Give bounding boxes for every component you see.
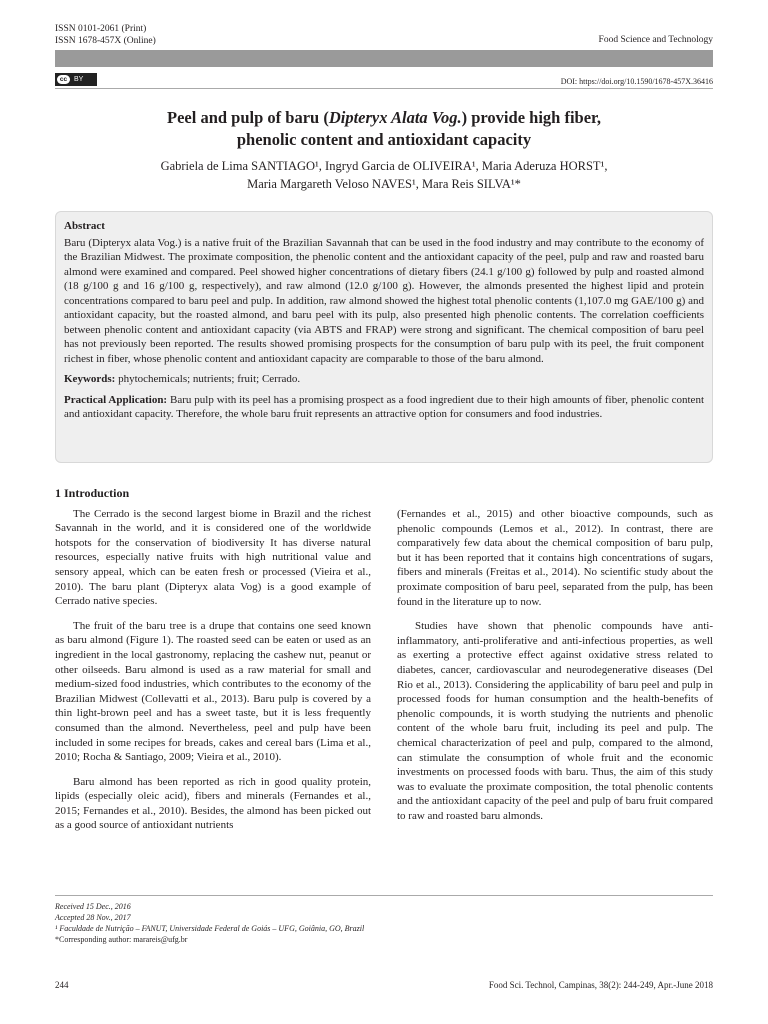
issn-print: ISSN 0101-2061 (Print) — [55, 24, 147, 34]
paragraph: (Fernandes et al., 2015) and other bioactive compounds, such as phenolic compounds (Lemos et al., 2012). In contrast, there are comparatively few data about the chemical composition of baru pulp, but it has been reported that it contains high concentrations of sugars, fibers and minerals (Freitas et al., 2014). No scientific study about the proximate composition of baru peel, separated from the pulp, has been found in the literature up to now. — [397, 508, 713, 608]
doi-link[interactable]: DOI: https://doi.org/10.1590/1678-457X.36416 — [560, 77, 713, 86]
keywords — [64, 372, 704, 387]
abstract-text: Baru (Dipteryx alata Vog.) is a native fruit of the Brazilian Savannah that can be used in the food industry and may contribute to the economy of the Brazilian Midwest. The proximate composition, the phenolic content and the antioxidant capacity of the peel, pulp and raw and roasted baru almond were examined and compared. Peel showed higher concentrations of dietary fibers (24.1 g/100 g) followed by pulp and roasted almond (18 g/100 g and 16 g/100 g, respectively), and raw almond (12.0 g/100 g). However, the almonds presented the highest lipid and protein concentrations compared to baru peel and pulp. In addition, raw almond showed the highest total phenolic contents (1,107.0 mg GAE/100 g) and antioxidant capacity, but the roasted almond, and baru peel with its pulp, also presented high phenolic contents. The correlation coefficients between phenolic content and antioxidant capacity (via ABTS and FRAP) were strong and significant. The chemical composition of baru peel has not previously been reported. The results showed promising prospects for the consumption of baru pulp with its peel, the fruit component richest in fiber, whose phenolic content and antioxidant capacity are comparable to those of the baru almond. — [64, 236, 704, 365]
practical-text: Baru pulp with its peel has a promising prospect as a food ingredient due to their high amounts of fiber, phenolic content and antioxidant capacity. Therefore, the whole baru fruit represents an attractive option for consumers and food industries. — [64, 393, 705, 420]
keywords-text: phytochemicals; nutrients; fruit; Cerrado. — [118, 373, 301, 385]
authors-line-2: Maria Margareth Veloso NAVES¹, Mara Reis SILVA¹* — [247, 177, 521, 191]
article-title — [60, 107, 708, 151]
title-species: Dipteryx Alata Vog. — [328, 108, 462, 127]
page-number: 244 — [55, 980, 69, 990]
affiliation: ¹ Faculdade de Nutrição – FANUT, Universidade Federal de Goiás – UFG, Goiânia, GO, Brazil — [55, 924, 365, 933]
title-part-2: ) provide high fiber, — [461, 108, 601, 127]
author-list — [60, 157, 708, 193]
paragraph: The Cerrado is the second largest biome in Brazil and the richest Savannah in the world, and it is considered one of the worldwide hotspots for the conservation of biodiversity It has diverse natural resources, especially native fruits with high nutritional value and sensory appeal, which can be eaten fresh or processed (Vieira et al., 2010). The baru plant (Dipteryx alata Vog) is a good example of Cerrado native species. — [55, 507, 371, 608]
title-part-1: Peel and pulp of baru ( — [167, 108, 329, 127]
paragraph: The fruit of the baru tree is a drupe that contains one seed known as baru almond (Figure 1). The roasted seed can be eaten or used as an ingredient in the local gastronomy, replacing the cashew nut, peanut or other oilseeds. Baru almond is used as a raw material for small and medium-sized food industries, which contributes to the economy of the Brazilian Midwest (Collevatti et al., 2013). Baru pulp is covered by a thin light-brown peel and has a sweet taste, but it is less frequently consumed than the almond. Nevertheless, peel and pulp have been included in some recipes for breads, cakes and cereal bars (Lima et al., 2010; Rocha & Santiago, 2009; Vieira et al., 2010). — [55, 619, 371, 764]
practical-label: Practical Application: — [64, 393, 168, 406]
abstract-box — [55, 211, 713, 463]
footnote-divider — [55, 895, 713, 896]
header-bar — [55, 50, 713, 67]
journal-citation: Food Sci. Technol, Campinas, 38(2): 244-249, Apr.-June 2018 — [488, 980, 713, 990]
abstract-heading: Abstract — [64, 220, 105, 232]
practical-application — [64, 393, 704, 422]
keywords-label: Keywords: — [64, 373, 116, 385]
header-divider — [55, 88, 713, 89]
right-column — [397, 507, 713, 833]
paragraph: Studies have shown that phenolic compounds have anti-inflammatory, anti-proliferative and anti-infectious properties, as well as exerting a protective effect against oxidative stress related to diabetes, cancer, cardiovascular and neurodegenerative diseases (Del Rio et al., 2013). Considering the applicability of baru peel and pulp in processed foods for human consumption and the health-benefits of phenolic compounds, it is worth studying the nutrients and phenolic content of the whole baru fruit, including its peel and pulp. The chemical characterization of peel and pulp, compared to the almond, can stimulate the consumption of whole fruit and the economic investments on processed foods with baru. Thus, the aim of this study was to evaluate the proximate composition, the total phenolic contents and the antioxidant capacity of the peel and pulp of baru fruit compared to raw and roasted baru almonds. — [397, 620, 713, 822]
issn-online: ISSN 1678-457X (Online) — [55, 35, 156, 46]
received-date: Received 15 Dec., 2016 — [55, 902, 131, 911]
footnotes — [55, 901, 364, 945]
authors-line-1: Gabriela de Lima SANTIAGO¹, Ingryd Garcia de OLIVEIRA¹, Maria Aderuza HORST¹, — [160, 159, 608, 173]
issn-block — [55, 24, 156, 47]
cc-license-badge[interactable] — [55, 73, 97, 86]
paragraph: Baru almond has been reported as rich in good quality protein, lipids (especially oleic acid), fibers and minerals (Fernandes et al., 2015; Fernandes et al., 2010). Besides, the almond has been picked out as a good source of antioxidant nutrients — [55, 775, 371, 832]
left-column — [55, 486, 371, 843]
title-line-2: phenolic content and antioxidant capacity — [236, 130, 532, 149]
section-heading: 1 Introduction — [55, 486, 130, 500]
creative-commons-icon: cc — [57, 75, 70, 84]
journal-name: Food Science and Technology — [598, 35, 713, 45]
corresponding-author: *Corresponding author: marareis@ufg.br — [55, 935, 188, 944]
license-label: BY — [74, 76, 84, 83]
accepted-date: Accepted 28 Nov., 2017 — [55, 913, 131, 922]
